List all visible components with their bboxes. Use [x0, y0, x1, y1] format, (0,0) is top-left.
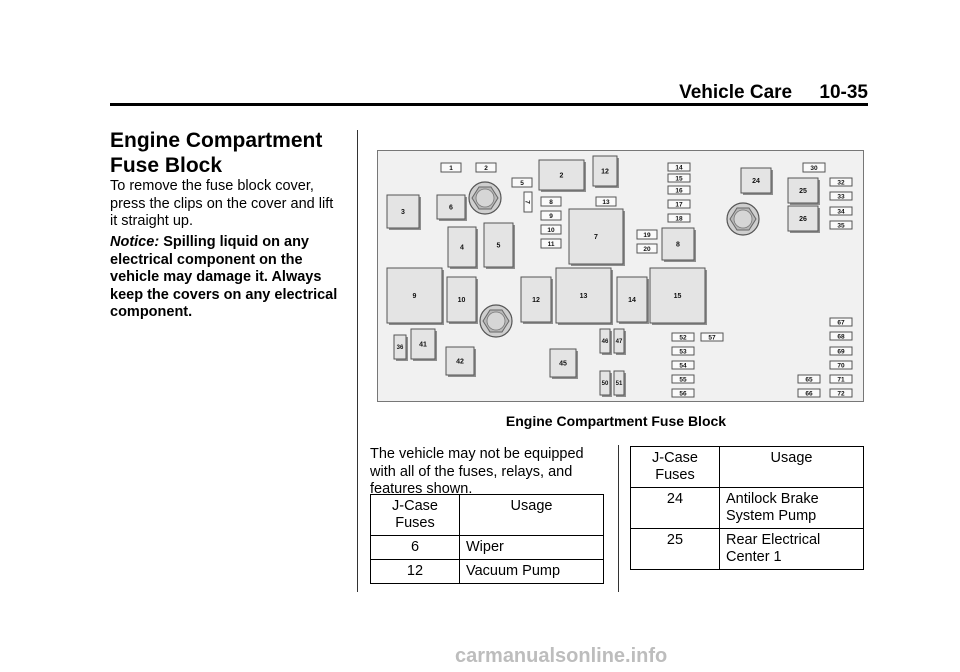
relay [614, 329, 626, 355]
fuse-number: 6 [371, 536, 460, 560]
fuse [524, 192, 532, 212]
table-header-usage: Usage [720, 447, 864, 488]
table-header-usage: Usage [460, 495, 604, 536]
fuse-label: 13 [602, 198, 610, 206]
intro-paragraph: To remove the fuse block cover, press the clips on the cover and lift it straight up. [110, 178, 334, 229]
relay [539, 160, 586, 192]
relay-label: 46 [601, 339, 609, 346]
fuse-usage: Antilock Brake System Pump [720, 488, 864, 529]
fuse-usage: Vacuum Pump [460, 560, 604, 584]
fuse [830, 347, 852, 355]
fuse [830, 178, 852, 186]
fuse [541, 225, 561, 234]
notice-paragraph [110, 234, 342, 322]
fuse [668, 186, 690, 194]
relay-label: 25 [799, 188, 807, 196]
relay-label: 12 [601, 168, 609, 176]
fuse-label: 54 [679, 362, 687, 370]
fuse [830, 361, 852, 369]
relay-label: 24 [752, 178, 760, 186]
relay-label: 41 [419, 341, 427, 349]
relay [446, 347, 476, 377]
fuse [541, 239, 561, 248]
fuse-label: 11 [547, 240, 555, 248]
table-row [631, 488, 864, 529]
relay-label: 47 [615, 339, 623, 346]
diagram-caption: Engine Compartment Fuse Block [505, 413, 727, 429]
fuse-number: 12 [371, 560, 460, 584]
fuse-label: 55 [679, 376, 687, 384]
relay [593, 156, 619, 188]
fuse-label: 67 [837, 319, 845, 327]
relay [569, 209, 625, 266]
relay-label: 51 [615, 381, 623, 388]
fuse [541, 211, 561, 220]
fuse [830, 332, 852, 340]
relay [411, 329, 437, 361]
relay [484, 223, 515, 269]
watermark: carmanualsonline.info [455, 645, 668, 667]
fuse-block-diagram [377, 150, 864, 402]
relay [600, 329, 612, 355]
fuse-label: 7 [523, 200, 531, 204]
fuse-label: 16 [675, 187, 683, 195]
relay [741, 168, 773, 195]
relay [550, 349, 578, 379]
relay [387, 268, 444, 325]
relay [614, 371, 626, 397]
relay [600, 371, 612, 397]
fuse [637, 244, 657, 253]
fuse [798, 375, 820, 383]
relay [650, 268, 707, 325]
fuse-table-2 [630, 446, 864, 570]
fuse-label: 17 [675, 201, 683, 209]
fuse [668, 214, 690, 222]
fuse [830, 375, 852, 383]
table-row [371, 536, 604, 560]
fuse-label: 19 [643, 231, 651, 239]
fuse-usage: Rear Electrical Center 1 [720, 529, 864, 570]
fuse-label: 33 [837, 193, 845, 201]
table-row [631, 529, 864, 570]
fuse-label: 5 [520, 179, 524, 187]
table-column-divider [618, 445, 619, 592]
fuse [830, 207, 852, 215]
equipment-note: The vehicle may not be equipped with all of the fuses, relays, and features shown. [370, 446, 584, 497]
fuse-label: 52 [679, 334, 687, 342]
fuse-label: 2 [484, 164, 488, 172]
fuse [476, 163, 496, 172]
notice-text: Spilling liquid on any electrical component on the vehicle may damage it. Always keep the covers on any electrical component. [110, 234, 338, 320]
column-divider [357, 130, 358, 592]
header-rule [110, 103, 868, 106]
relay [437, 195, 467, 221]
relay [387, 195, 421, 230]
relay [556, 268, 613, 325]
fuse [441, 163, 461, 172]
relay [788, 206, 820, 233]
fuse-label: 56 [679, 390, 687, 398]
page-number: 10-35 [819, 82, 868, 103]
fuse [672, 333, 694, 341]
relay-label: 15 [673, 293, 682, 301]
fuse-label: 70 [837, 362, 845, 370]
fuse-number: 24 [631, 488, 720, 529]
fuse-label: 15 [675, 175, 683, 183]
relay-label: 6 [449, 204, 453, 212]
relay-label: 5 [496, 242, 501, 250]
section-title: Vehicle Care [679, 82, 793, 103]
fuse [596, 197, 616, 206]
fuse [672, 389, 694, 397]
fuse-label: 72 [837, 390, 845, 398]
fuse-label: 20 [643, 245, 651, 253]
fuse-label: 71 [837, 376, 845, 384]
fuse [672, 347, 694, 355]
relay-label: 26 [799, 216, 807, 224]
fuse-label: 8 [549, 198, 553, 206]
fuse-label: 18 [675, 215, 683, 223]
table-header-fuses: J-Case Fuses [631, 447, 720, 488]
fuse-label: 14 [675, 164, 683, 172]
relay-label: 36 [396, 345, 404, 352]
relay-label: 9 [412, 293, 417, 301]
fuse [541, 197, 561, 206]
fuse-label: 30 [810, 164, 818, 172]
relay-label: 10 [457, 297, 466, 305]
fuse-label: 66 [805, 390, 813, 398]
relay-label: 8 [676, 241, 680, 249]
fuse [798, 389, 820, 397]
relay-label: 50 [601, 381, 609, 388]
fuse-label: 53 [679, 348, 687, 356]
fuse [668, 174, 690, 182]
relay [521, 277, 553, 324]
fuse-number: 25 [631, 529, 720, 570]
relay-label: 13 [579, 293, 588, 301]
relay-label: 3 [401, 209, 405, 217]
fuse [637, 230, 657, 239]
relay [617, 277, 649, 324]
relay [394, 335, 408, 361]
fuse-label: 9 [549, 212, 553, 220]
relay-label: 12 [532, 297, 540, 305]
fuse-label: 69 [837, 348, 845, 356]
fuse-label: 35 [837, 222, 845, 230]
fuse [830, 389, 852, 397]
relay-label: 7 [594, 234, 598, 242]
fuse [830, 192, 852, 200]
relay [447, 277, 478, 324]
relay-label: 14 [628, 297, 636, 305]
fuse-label: 57 [708, 334, 716, 342]
fuse [830, 318, 852, 326]
fuse-table-1 [370, 494, 604, 584]
fuse [803, 163, 825, 172]
fuse-label: 32 [837, 179, 845, 187]
fuse-label: 1 [449, 164, 453, 172]
table-header-fuses: J-Case Fuses [371, 495, 460, 536]
fuse [668, 163, 690, 171]
page-header [679, 82, 868, 104]
bolt-post [469, 182, 501, 214]
page-title: Engine Compartment Fuse Block [110, 129, 323, 177]
fuse-label: 68 [837, 333, 845, 341]
table-row [371, 560, 604, 584]
relay [788, 178, 820, 205]
fuse [672, 361, 694, 369]
relay-label: 4 [460, 244, 464, 252]
notice-label: Notice: [110, 234, 160, 250]
fuse-usage: Wiper [460, 536, 604, 560]
fuse-label: 10 [547, 226, 555, 234]
fuse [668, 200, 690, 208]
relay-label: 45 [559, 360, 567, 368]
fuse [672, 375, 694, 383]
relay-label: 2 [559, 172, 564, 180]
fuse [512, 178, 532, 187]
fuse [701, 333, 723, 341]
fuse [830, 221, 852, 229]
fuse-label: 34 [837, 208, 845, 216]
fuse-label: 65 [805, 376, 813, 384]
bolt-post [727, 203, 759, 235]
relay [448, 227, 478, 269]
relay-label: 42 [456, 358, 464, 366]
bolt-post [480, 305, 512, 337]
relay [662, 228, 696, 262]
